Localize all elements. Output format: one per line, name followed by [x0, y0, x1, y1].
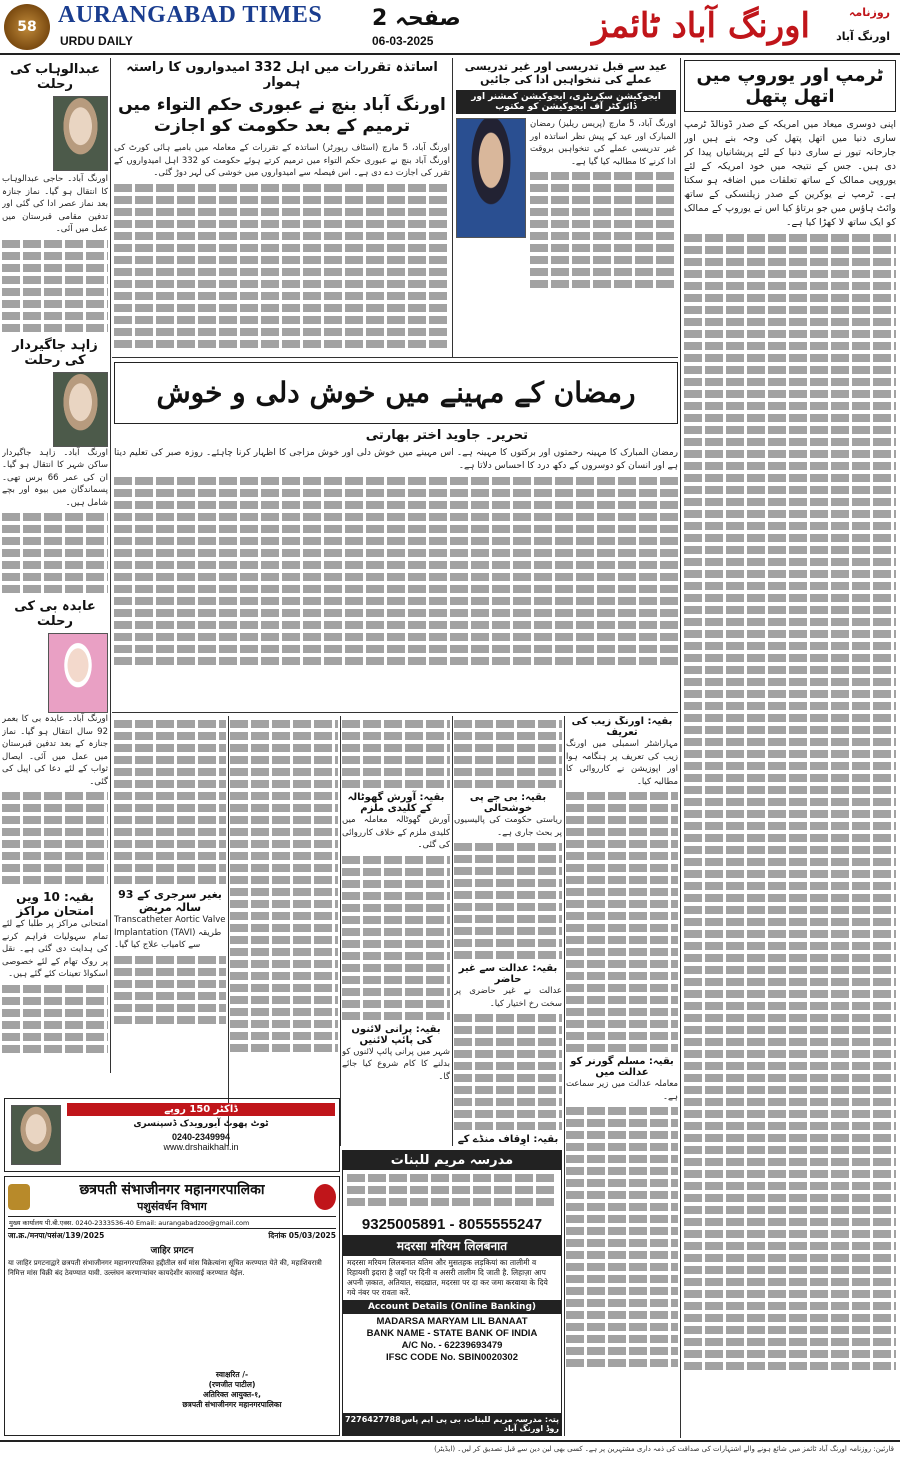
obituary-body-4: امتحانی مراکز پر طلبا کے لئے تمام سہولیات فراہم کرنے کی ہدایت دی گئی ہے۔ نقل پر روک تھام کے لئے خصوصی اسکواڈ تعینات کئے گئے ہیں۔ — [2, 919, 108, 979]
obituary-title-4: بقیہ: 10 ویں امتحان مراکز — [16, 890, 94, 918]
madrasa-account-heading: Account Details (Online Banking) — [343, 1300, 561, 1314]
municipal-office: छत्रपती संभाजीनगर महानगरपालिका — [182, 1400, 282, 1409]
madrasa-hindi-body: मदरसा मरियम लिलबनात यतिम और मुसतहक लड़कियां का तालीमी व रिहायशी इदारा है जहाँ पर दिनी व असरी तालीम दि जाती है. लिहाज़ा आप अपनी ज़कात, अतियात, सदख़ात, मदरसा पर दा कर जमा करवाया के दिये गये नंबर पर रावता करें. — [347, 1258, 548, 1297]
clinic-line1: ڈاکٹر 150 روپے — [67, 1103, 335, 1116]
cont-title-4: بقیہ: آورش گھوٹالہ کے کلیدی ملزم — [347, 792, 445, 814]
madrasa-hindi-title: मदरसा मरियम लिलबनात — [343, 1235, 561, 1256]
issue-date: 06-03-2025 — [372, 34, 434, 48]
cont-body-2: ریاستی حکومت کی پالیسیوں پر بحث جاری ہے۔ — [454, 815, 562, 838]
madrasa-phones: 9325005891 - 8055555247 — [361, 1216, 543, 1233]
feature-headline-box — [114, 362, 678, 424]
cont-title-6: بقیہ: مسلم گورنر کو عدالت میں — [570, 1056, 674, 1078]
urdu-title-prefix: روزنامہ — [848, 6, 890, 19]
continuation-col-3 — [342, 716, 450, 1146]
cont-body-1: مہاراشٹر اسمبلی میں اورنگ زیب کی تعریف پر ہنگامہ ہوا اور اپوزیشن نے کارروائی کا مطالبہ کیا۔ — [566, 739, 678, 787]
teachers-headline: اورنگ آباد بنچ نے عبوری حکم التواء میں ترمیم کے بعد حکومت کو اجازت — [118, 95, 446, 136]
obituary-title-1: عبدالوہاب کی رحلت — [10, 62, 100, 92]
continuation-col-5 — [114, 716, 226, 1096]
lead-story — [684, 60, 896, 1435]
municipal-signatory: (रणजीत पाटील) — [208, 1380, 256, 1389]
obituary-photo-3 — [48, 633, 108, 713]
teachers-kicker: اساتذہ تقررات میں اہل 332 امیدواروں کا راستہ ہموار — [126, 60, 438, 90]
clinic-ad — [4, 1098, 340, 1172]
madrasa-ifsc: IFSC CODE No. SBIN0020302 — [386, 1352, 518, 1363]
feature-headline: رمضان کے مہینے میں خوش دلی و خوش — [156, 376, 636, 409]
teachers-story — [114, 60, 450, 355]
lead-text-lines — [684, 234, 896, 1370]
municipal-seal-icon — [314, 1184, 336, 1210]
salary-body: اورنگ آباد، 5 مارچ (پریس ریلیز) رمضان المبارک اور عید کے پیش نظر اساتذہ اور غیر تدریسی عملے کی تنخواہیں بروقت ادا کرنے کا مطالبہ کیا گیا ہے۔ — [530, 119, 676, 167]
madrasa-urdu-text — [347, 1174, 557, 1214]
urdu-title-city: اورنگ آباد — [836, 30, 890, 43]
salary-story — [456, 60, 676, 355]
masthead — [0, 0, 900, 55]
english-subtitle: URDU DAILY — [60, 34, 133, 48]
anniversary-badge: 58 — [4, 4, 50, 50]
teachers-body: اورنگ آباد، 5 مارچ (اسٹاف رپورٹر) اساتذہ کے تقررات کے معاملہ میں بامبے ہائی کورٹ کی اورنگ آباد بنچ نے عبوری حکم التواء میں ترمیم کرتے ہوئے حکومت کو 332 اہل امیدواروں کے تقرر کی اجازت دے دی ہے۔ اس فیصلہ سے امیدواروں میں خوشی کی لہر دوڑ گئی۔ — [114, 143, 450, 178]
obituary-column — [2, 60, 108, 1065]
lead-body: اپنی دوسری میعاد میں امریکہ کے صدر ڈونالڈ ٹرمپ ساری دنیا میں اتھل پتھل کی وجہ بنے ہیں اور جارحانہ تیور نے ساری دنیا کے لئے پریشانیاں پیدا کر دی ہیں۔ جس کے نتیجہ میں خود امریکہ کے لئے یوروپی ممالک کے ساتھ تعلقات میں اضافہ ہو سکتا ہے۔ ٹرمپ نے یوکرین کے صدر زیلنسکی کے ساتھ وائٹ ہاؤس میں جو برتاؤ کیا اس نے یوروپ کے ممالک کو ایک ساتھ لا کھڑا کیا ہے۔ — [684, 119, 896, 228]
obituary-title-3: عابدہ بی کی رحلت — [14, 599, 96, 629]
municipal-emblem-icon — [8, 1184, 30, 1210]
cont-body-8: Transcatheter Aortic Valve Implantation (TAVI) طریقہ سے کامیاب علاج کیا گیا۔ — [114, 915, 226, 950]
cont-title-8: بغیر سرجری کے 93 سالہ مریض — [118, 888, 222, 914]
madrasa-account-name: MADARSA MARYAM LIL BANAAT — [376, 1316, 528, 1327]
continuation-col-2 — [454, 716, 562, 1146]
feature-byline: تحریر۔ جاوید اختر بھارتی — [365, 428, 528, 443]
urdu-title: اورنگ آباد ٹائمز — [592, 6, 810, 46]
madrasa-ad — [342, 1150, 562, 1436]
lead-headline: ٹرمپ اور یوروپ میں اتھل پتھل — [684, 60, 896, 112]
continuation-col-4 — [230, 716, 338, 1146]
municipal-notice — [4, 1176, 340, 1436]
clinic-doctor-photo — [11, 1105, 61, 1165]
municipal-date: दिनांक 05/03/2025 — [268, 1231, 336, 1240]
clinic-phone: 0240-2349994 — [171, 1132, 231, 1142]
cont-body-3: عدالت نے غیر حاضری پر سخت رخ اختیار کیا۔ — [454, 986, 562, 1009]
cont-title-1: بقیہ: اورنگ زیب کی تعریف — [571, 716, 673, 738]
municipal-title: छत्रपती संभाजीनगर महानगरपालिका — [79, 1182, 265, 1198]
madrasa-bank: BANK NAME - STATE BANK OF INDIA — [366, 1328, 538, 1339]
salary-label: ایجوکیشن سکریٹری، ایجوکیشن کمشنر اور ڈائرکٹر آف ایجوکیشن کو مکتوب — [456, 90, 676, 114]
salary-kicker: عید سے قبل تدریسی اور غیر تدریسی عملے کی تنخواہیں ادا کی جائیں — [464, 60, 668, 86]
obituary-photo-2 — [53, 372, 108, 447]
cont-body-4: آورش گھوٹالہ معاملہ میں کلیدی ملزم کے خلاف کارروائی کی گئی۔ — [342, 815, 450, 850]
madrasa-footer-address: پتہ: مدرسہ مریم للبنات، بی پی ایم پاس روڈ اورنگ آباد — [401, 1415, 559, 1433]
cont-title-2: بقیہ: بی جے پی خوشحالی — [469, 792, 547, 814]
municipal-heading: जाहिर प्रगटन — [150, 1246, 194, 1256]
cont-body-5: شہر میں پرانی پائپ لائنوں کو بدلنے کا کام شروع کیا جائے گا۔ — [342, 1046, 450, 1082]
feature-text: رمضان المبارک کا مہینہ رحمتوں اور برکتوں کا مہینہ ہے۔ اس مہینے میں خوش دلی اور خوش مزاجی کا اظہار کرنا چاہئے۔ روزہ صبر کی تعلیم دیتا ہے اور انسان کو دوسروں کے دکھ درد کا احساس دلاتا ہے۔ — [114, 448, 678, 471]
salary-photo — [456, 118, 526, 238]
madrasa-account-number: A/C No. - 62239693479 — [401, 1340, 503, 1351]
cont-title-5: بقیہ: پرانی لائنوں کی پائپ لائنیں — [351, 1023, 441, 1046]
municipal-body: या जाहिर प्रगटनाद्वारे छत्रपती संभाजीनगर महानगरपालिका हद्दीतील सर्व मांस विक्रेत्यांना सूचित करण्यात येते की, महाशिवरात्री निमित्त मांस विक्री बंद ठेवण्यात यावी. उल्लंघन करणाऱ्यांवर कायदेशीर कारवाई करण्यात येईल. — [8, 1259, 322, 1277]
page-number: صفحہ 2 — [372, 6, 461, 31]
madrasa-footer-phone: 7276427788 — [345, 1415, 401, 1424]
municipal-contact: मुख्य कार्यालय पी.बी.एक्स. 0240-2333536-40 Email: aurangabadzoo@gmail.com — [8, 1216, 336, 1229]
obituary-body-1: اورنگ آباد۔ حاجی عبدالوہاب کا انتقال ہو گیا۔ نماز جنازہ بعد نماز عصر ادا کی گئی اور تدفین مقامی قبرستان میں عمل میں آئی۔ — [2, 174, 108, 234]
obituary-title-2: زاہد جاگیردار کی رحلت — [12, 337, 98, 368]
footer-disclaimer: قارئین: روزنامہ اورنگ آباد ٹائمز میں شائع ہونے والے اشتہارات کی صداقت کی ذمہ داری مشتہرین پر ہے۔ کسی بھی لین دین سے قبل تصدیق کر لیں۔ (ایڈیٹر) — [0, 1440, 900, 1462]
feature-text-lines — [114, 477, 678, 665]
cont-title-3: بقیہ: عدالت سے غیر حاضر — [458, 963, 558, 985]
obituary-photo-1 — [53, 96, 108, 171]
obituary-body-3: اورنگ آباد۔ عابدہ بی کا بعمر 92 سال انتقال ہو گیا۔ نماز جنازہ کے بعد تدفین قبرستان میں عمل میں آئی۔ ایصال ثواب کے لئے دعا کی اپیل کی گئی۔ — [2, 714, 108, 787]
cont-title-7: بقیہ: اوقاف منڈے کے — [457, 1134, 559, 1145]
madrasa-title: مدرسہ مریم للبنات — [343, 1151, 561, 1170]
obituary-body-2: اورنگ آباد۔ زاہد جاگیردار ساکن شہر کا انتقال ہو گیا۔ ان کی عمر 66 برس تھی۔ پسماندگان میں بیوہ اور بچے شامل ہیں۔ — [2, 447, 108, 508]
municipal-department: पशुसंवर्धन विभाग — [137, 1200, 207, 1213]
clinic-website: www.drshaikhah.in — [163, 1142, 239, 1152]
municipal-ref: जा.क्र./मनपा/पसंअ/139/2025 — [8, 1231, 105, 1240]
municipal-signed: स्वाक्षरित /- — [215, 1370, 249, 1379]
feature-body — [114, 428, 678, 708]
continuation-col-1 — [566, 716, 678, 1436]
english-title: AURANGABAD TIMES — [58, 2, 323, 28]
cont-body-6: معاملہ عدالت میں زیر سماعت ہے۔ — [566, 1079, 678, 1102]
municipal-designation: अतिरिक्त आयुक्त-१, — [202, 1390, 262, 1399]
clinic-line2: ٹوٹ پھوٹ آیورویدک ڈسپنسری — [133, 1119, 269, 1129]
